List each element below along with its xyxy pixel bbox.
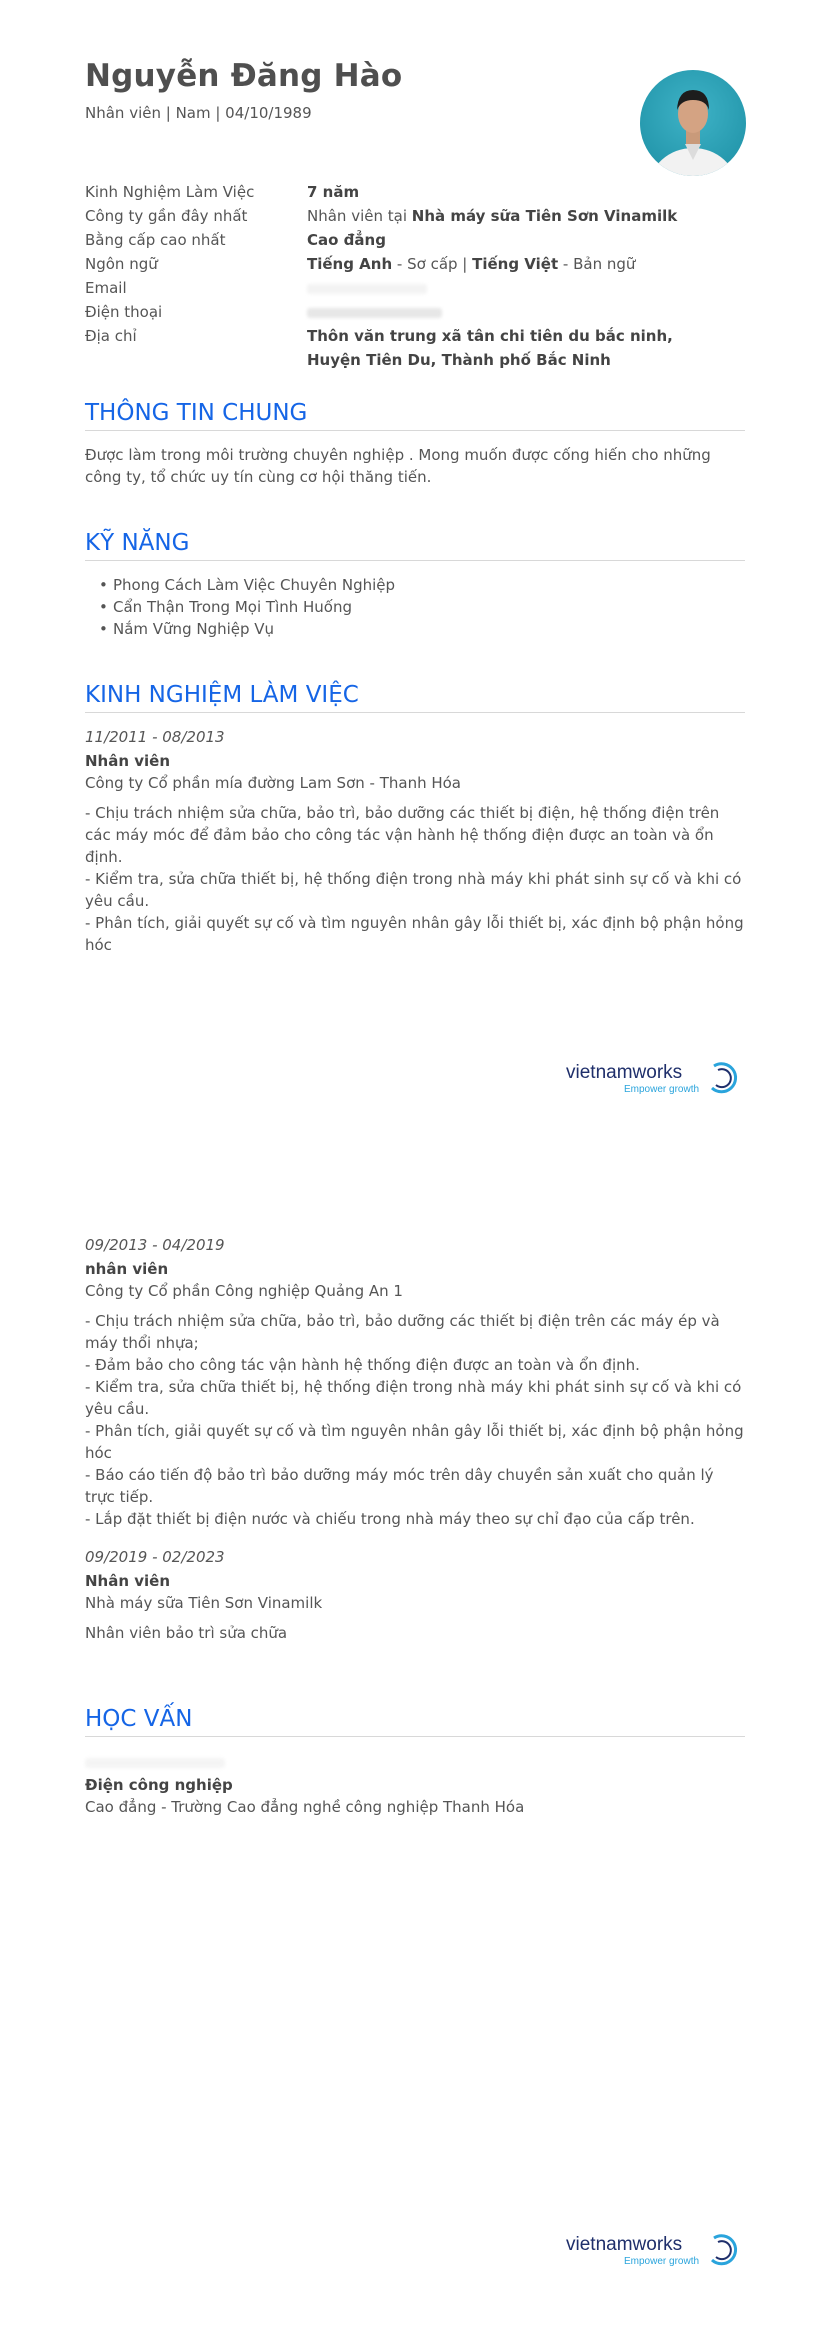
- logo-brand: vietnamworks: [566, 1062, 683, 1083]
- job-entry: [85, 1234, 745, 1530]
- job-title: Nhân viên: [85, 1572, 171, 1590]
- info-row-degree: Bằng cấp cao nhất Cao đẳng: [85, 231, 386, 249]
- info-row-phone: Điện thoại: [85, 300, 745, 324]
- redacted-email: [307, 284, 427, 294]
- job-title: Nhân viên: [85, 752, 171, 770]
- job-title: nhân viên: [85, 1260, 169, 1278]
- job-company: Công ty Cổ phần Công nghiệp Quảng An 1: [85, 1282, 403, 1300]
- job-company: Nhà máy sữa Tiên Sơn Vinamilk: [85, 1594, 323, 1612]
- info-row-recent-company: Công ty gần đây nhất Nhân viên tại Nhà máy sữa Tiên Sơn Vinamilk: [85, 207, 678, 225]
- logo-tagline: Empower growth: [624, 1084, 700, 1095]
- logo-brand: vietnamworks: [566, 2234, 683, 2255]
- avatar-photo: [640, 70, 746, 176]
- general-text: Được làm trong môi trường chuyên nghiệp . Mong muốn được cống hiến cho những công ty, tổ chức uy tín cùng cơ hội thăng tiến.: [85, 446, 711, 486]
- info-row-experience: Kinh Nghiệm Làm Việc 7 năm: [85, 183, 360, 201]
- section-title-general: THÔNG TIN CHUNG: [85, 400, 745, 431]
- info-row-email: Email: [85, 276, 745, 300]
- education-major: Điện công nghiệp: [85, 1776, 233, 1794]
- job-company: Công ty Cổ phần mía đường Lam Sơn - Thanh Hóa: [85, 774, 462, 792]
- vietnamworks-logo: [566, 2230, 746, 2270]
- job-description: Nhân viên bảo trì sửa chữa: [85, 1624, 288, 1642]
- section-title-skills: KỸ NĂNG: [85, 530, 745, 561]
- job-entry: [85, 726, 745, 956]
- info-table: [85, 180, 745, 372]
- job-period: 11/2011 - 08/2013: [85, 728, 225, 746]
- section-title-experience: KINH NGHIỆM LÀM VIỆC: [85, 682, 745, 713]
- job-period: 09/2019 - 02/2023: [85, 1548, 225, 1566]
- skill-item: • Cẩn Thận Trong Mọi Tình Huống: [113, 596, 773, 618]
- education-entry: [85, 1774, 745, 1818]
- candidate-subtitle: Nhân viên | Nam | 04/10/1989: [85, 104, 312, 122]
- vietnamworks-logo: [566, 1058, 746, 1098]
- job-entry: [85, 1546, 745, 1644]
- redacted-education-period: [85, 1752, 225, 1771]
- logo-tagline: Empower growth: [624, 2256, 700, 2267]
- job-description: - Chịu trách nhiệm sửa chữa, bảo trì, bảo dưỡng các thiết bị điện trên các máy ép và máy thổi nhựa; - Đảm bảo cho công tác vận hành hệ thống điện được an toàn và ổn định. - Kiểm tra, sửa chữa thiết bị, hệ thống điện trong nhà máy khi phát sinh sự cố và khi có yêu cầu. - Phân tích, giải quyết sự cố và tìm nguyên nhân gây lỗi thiết bị, xác định bộ phận hỏng hóc - Báo cáo tiến độ bảo trì bảo dưỡng máy móc trên dây chuyền sản xuất cho quản lý trực tiếp. - Lắp đặt thiết bị điện nước và chiếu trong nhà máy theo sự chỉ đạo của cấp trên.: [85, 1312, 744, 1528]
- job-description: - Chịu trách nhiệm sửa chữa, bảo trì, bảo dưỡng các thiết bị điện, hệ thống điện trên các máy móc để đảm bảo cho công tác vận hành hệ thống điện được an toàn và ổn định. - Kiểm tra, sửa chữa thiết bị, hệ thống điện trong nhà máy khi phát sinh sự cố và khi có yêu cầu. - Phân tích, giải quyết sự cố và tìm nguyên nhân gây lỗi thiết bị, xác định bộ phận hỏng hóc: [85, 804, 744, 954]
- candidate-name: Nguyễn Đăng Hào: [85, 58, 403, 94]
- education-school: Cao đẳng - Trường Cao đẳng nghề công nghiệp Thanh Hóa: [85, 1798, 525, 1816]
- redacted-phone: [307, 308, 442, 318]
- section-title-education: HỌC VẤN: [85, 1706, 745, 1737]
- job-period: 09/2013 - 04/2019: [85, 1236, 225, 1254]
- info-row-address: Địa chỉ Thôn văn trung xã tân chi tiên du bắc ninh, Huyện Tiên Du, Thành phố Bắc Ninh: [85, 327, 673, 369]
- avatar: [640, 70, 746, 176]
- skills-list: [99, 574, 773, 640]
- info-row-language: Ngôn ngữ Tiếng Anh - Sơ cấp | Tiếng Việt - Bản ngữ: [85, 255, 636, 273]
- skill-item: • Nắm Vững Nghiệp Vụ: [113, 618, 773, 640]
- skill-item: • Phong Cách Làm Việc Chuyên Nghiệp: [113, 574, 773, 596]
